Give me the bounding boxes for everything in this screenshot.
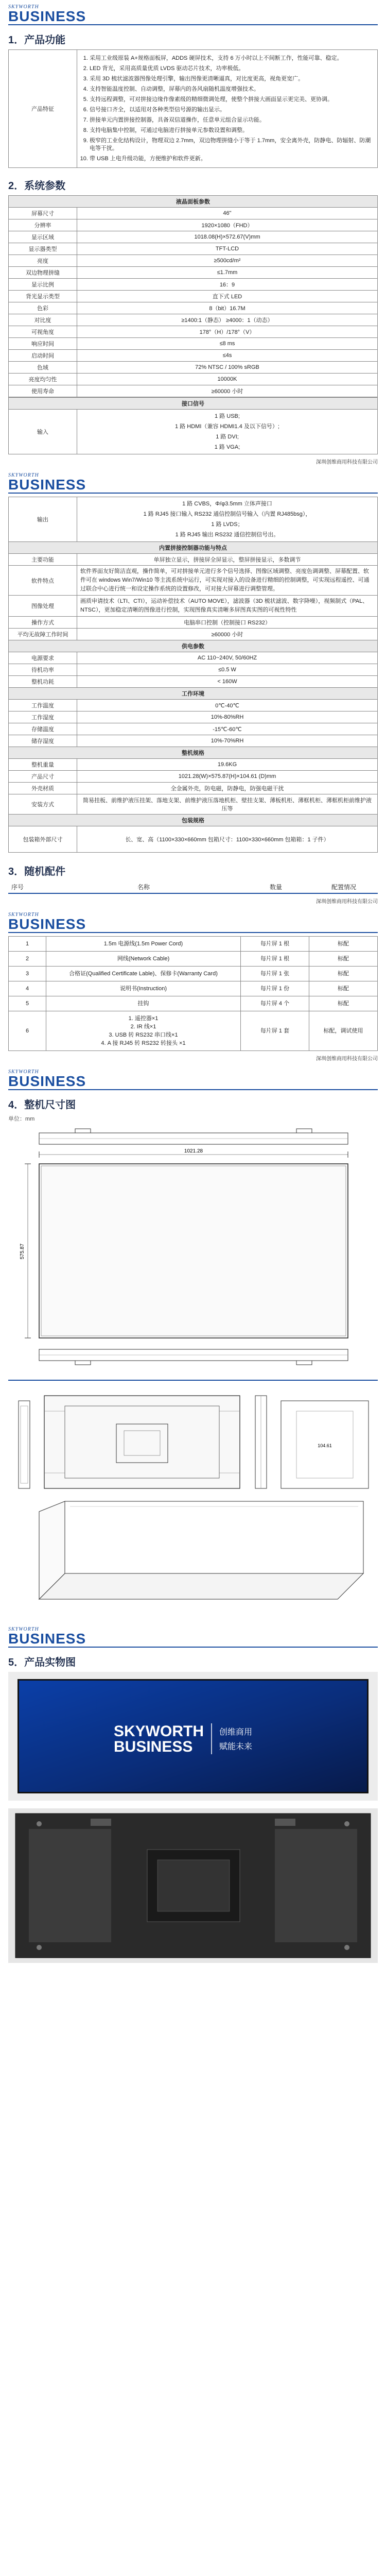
spec-row: 使用寿命 ≥60000 小时 xyxy=(9,385,378,397)
output-label: 输出 xyxy=(9,497,77,542)
accessory-row: 3 合格证(Qualified Certificate Lable)、保修卡(Warranty Card) 每片屏 1 张 标配 xyxy=(9,967,378,981)
section-title-features: 1．产品功能 xyxy=(8,35,66,46)
feature-item: 5. 支持远程调整，可对拼接边缘作像素级的精细微调处理，使整个拼接大画面显示更完美、更协调。 xyxy=(90,96,374,104)
screen-brand-small: SKYWORTH xyxy=(114,1723,204,1740)
feature-item: 4. 支持智能温度控制、自动调整，屏幕内的各风扇随机温度增强技术。 xyxy=(90,86,374,93)
accessory-row: 2 网线(Network Cable) 每片屏 1 根 标配 xyxy=(9,952,378,967)
output-values: 1 路 CVBS，Φ/φ3.5mm 立体声接口 1 路 RJ45 接口输入 RS232 通信控制信号输入（内置 RJ485bsg）， 1 路 LVDS； 1 路 RJ45 输出 RS232 通信控制信号出。 xyxy=(77,497,378,542)
feature-item: 3. 采用 3D 梳状滤波器图像处理引擎，输出图像更清晰逼真，对比度更高，视角更宽广。 xyxy=(90,75,374,83)
feature-item: 1. 采用工业级原装 A+规格面板屏，ADDS 硬屏技术，支持 6 万小时以上不间断工作，性能可靠、稳定。 xyxy=(90,55,374,62)
brand-logo-5: SKYWORTH BUSINESS xyxy=(0,1622,386,1651)
brand-big: BUSINESS xyxy=(8,8,86,24)
spec-row: 工作温度 0℃-40℃ xyxy=(9,700,378,711)
features-label: 产品特征 xyxy=(9,50,77,168)
accessories-col-header: 名称 xyxy=(137,884,150,891)
ports-header: 接口信号 xyxy=(9,398,378,410)
unit-label: 单位：mm xyxy=(8,1116,35,1122)
spec-row: 可视角度 178°（H）/178°（V） xyxy=(9,326,378,338)
spec-row: 电源要求 AC 110~240V, 50/60HZ xyxy=(9,652,378,664)
spec-row: 显示区域 1018.08(H)×572.67(V)mm xyxy=(9,231,378,243)
features-table xyxy=(8,49,378,168)
section-title-photos: 5．产品实物图 xyxy=(8,1657,76,1668)
spec-row: 响应时间 ≤8 ms xyxy=(9,338,378,350)
accessory-row: 4 说明书(Instruction) 每片屏 1 份 标配 xyxy=(9,981,378,996)
feature-item: 6. 信号接口齐全，以适用对各种类型信号源的输出显示。 xyxy=(90,106,374,114)
spec-row: 整机重量 19.6KG xyxy=(9,759,378,771)
accessories-table xyxy=(8,936,378,1051)
feature-item: 7. 拼接单元内置拼接控制器，具备双信道操作，任意单元组合显示功能。 xyxy=(90,116,374,124)
ports-table xyxy=(8,397,378,454)
spec-row: 分辨率 1920×1080（FHD） xyxy=(9,219,378,231)
feature-item: 10. 带 USB 上电升级功能，方便维护和软件更新。 xyxy=(90,155,374,163)
screen-cn1: 创维商用 xyxy=(219,1728,253,1737)
specs-header: 液晶面板参数 xyxy=(9,196,378,208)
spec-row: 显示比例 16：9 xyxy=(9,279,378,291)
height-dim-text: 575.87 xyxy=(20,1243,25,1260)
accessory-row: 1 1.5m 电源线(1.5m Power Cord) 每片屏 1 根 标配 xyxy=(9,937,378,952)
section-title-accessories: 3．随机配件 xyxy=(8,866,66,877)
accessories-col-header: 数量 xyxy=(269,884,282,891)
brand-logo-3: SKYWORTH BUSINESS xyxy=(0,908,386,936)
spec-row: 亮度均匀性 10000K xyxy=(9,374,378,385)
spec-row: 启动时间 ≤4s xyxy=(9,350,378,362)
screen-cn2: 赋能未来 xyxy=(219,1742,253,1751)
spec-row: 色域 72% NTSC / 100% sRGB xyxy=(9,362,378,374)
feature-item: 2. LED 背光，采用高质量优质 LVDS 驱动芯片技术，功率极低。 xyxy=(90,65,374,73)
brand-logo-2: SKYWORTH BUSINESS xyxy=(0,468,386,497)
spec-row: 储存湿度 10%-70%RH xyxy=(9,735,378,747)
brand-logo xyxy=(0,0,386,28)
spec-row: 对比度 ≥1400:1（静态） ≥4000：1（动态） xyxy=(9,314,378,326)
feature-item: 8. 支持电脑集中控制，可通过电脑进行拼接单元参数设置和调整。 xyxy=(90,127,374,134)
width-dim-text: 1021.28 xyxy=(184,1148,203,1154)
spec-row: 背光显示类型 直下式 LED xyxy=(9,291,378,302)
spec-row: 存储温度 -15℃-60℃ xyxy=(9,723,378,735)
specs-table xyxy=(8,195,378,397)
back-photo xyxy=(8,1808,378,1965)
dealer-note: 深圳创维商用科技有限公司 xyxy=(316,460,378,465)
front-dimension-drawing xyxy=(8,1123,378,1496)
spec-row: 亮度 ≥500cd/m² xyxy=(9,255,378,267)
ctrl-header: 内置拼接控制器功能与特点 xyxy=(9,542,378,554)
feature-item: 9. 极窄的工业化结构设计，物理双边 2.7mm，双边物理拼缝小于等于 1.7mm，安全离外壳，防静电、防辐射、防潮电等干扰。 xyxy=(90,137,374,152)
accessory-row: 6 1. 遥控器×1 2. IR 线×1 3. USB 转 RS232 串口线×1 4. A 接 RJ45 转 RS232 转接头 ×1 每片屏 1 套 标配，调试使用 xyxy=(9,1011,378,1051)
input-label: 输入 xyxy=(9,410,77,454)
perspective-drawing xyxy=(8,1496,378,1622)
depth-dim-text: 104.61 xyxy=(318,1443,332,1448)
spec-row: 待机功率 ≤0.5 W xyxy=(9,664,378,676)
spec-row: 整机功耗 < 160W xyxy=(9,676,378,688)
spec-row: 工作湿度 10%-80%RH xyxy=(9,711,378,723)
section-title-dimensions: 4．整机尺寸图 xyxy=(8,1099,76,1111)
spec-row: 外壳材质 全金属外壳，防电磁，防静电，防强电磁干扰 xyxy=(9,783,378,794)
spec-row: 安装方式 简易挂板、前维护液压挂架、落地支架、前维护液压落地机柜、壁挂支架、薄板机柜、薄框机柜、薄框机柜前维护液压等 xyxy=(9,794,378,815)
accessories-header xyxy=(8,881,378,894)
brand-logo-4: SKYWORTH BUSINESS xyxy=(0,1065,386,1093)
accessory-row: 5 挂钩 每片屏 4 个 标配 xyxy=(9,996,378,1011)
front-photo xyxy=(8,1672,378,1803)
screen-brand-big: BUSINESS xyxy=(114,1738,193,1755)
spec-row: 色彩 8（bit）16.7M xyxy=(9,302,378,314)
spec-row: 产品尺寸 1021.28(W)×575.87(H)×104.61 (D)mm xyxy=(9,771,378,783)
input-values: 1 路 USB; 1 路 HDMI（兼容 HDMI1.4 及以下信号）; 1 路 DVI; 1 路 VGA; xyxy=(77,410,378,454)
brand-small: SKYWORTH xyxy=(8,4,39,10)
spec-row: 显示器类型 TFT-LCD xyxy=(9,243,378,255)
spec-row: 屏幕尺寸 46" xyxy=(9,208,378,219)
features-list xyxy=(80,55,374,163)
accessories-col-header: 序号 xyxy=(11,884,24,891)
section-title-specs: 2．系统参数 xyxy=(8,180,66,192)
spec-row: 双边物理拼缝 ≤1.7mm xyxy=(9,267,378,279)
specs-table-2: 输出 1 路 CVBS，Φ/φ3.5mm 立体声接口 1 路 RJ45 接口输入 RS232 通信控制信号输入（内置 RJ485bsg）， 1 路 LVDS； 1 路 RJ45 输出 RS232 通信控制信号出。 内置拼接控制器功能与特点 主要功能 单屏独立显示，拼接屏全屏显示，整屏拼接显示，多数调节 软件特点 软件界面友好简洁直观，操作简单，可对拼接单元进行多个信号选择、图像区域调整、亮度色调调整、屏幕配置、软件可在 windows Win7/Win10 等主流系统中运行，可实现对接入的设备进行精细的控制调整，可实现远程遥控、可通过联合中心进行统一和设定操作系统的设置修改，可对接大屏幕进行调整管理。 图像处理 画质申请技术（LTI、CTI），运动补偿技术（AUTO MOVE），滤波器（3D 梳状滤波、数字降噪），视频制式（PAL、NTSC），更加稳定清晰的图像进行控制，实现图像真实清晰多屏图真实图的可视性特性 操作方式 电脑串口控制（控制接口 RS232） 平均无故障工作时间 ≥60000 小时 供电参数 电源要求 AC 110~240V, 50/60HZ 待机功率 ≤0.5 W 整机功耗 < 160W 工作环境 工作温度 0℃-40℃ 工作湿度 10%-80%RH 存储温度 -15℃-60℃ 储存湿度 10%-70%RH 整机规格 整机重量 19.6KG 产品尺寸 1021.28(W)×575.87(H)×104.61 (D)mm 外壳材质 全金属外壳，防电磁，防静电，防强电磁干扰 安装方式 简易挂板、前维护液压挂架、落地支架、前维护液压落地机柜、壁挂支架、薄板机柜、薄框机柜、薄框机柜前维护液压等 包装规格 包装箱外部尺寸 长、宽、高（1100×330×660mm 包箱尺寸：1100×330×660mm 包箱箱：1 子件） xyxy=(8,497,378,853)
accessories-col-header: 配置情况 xyxy=(331,884,356,891)
